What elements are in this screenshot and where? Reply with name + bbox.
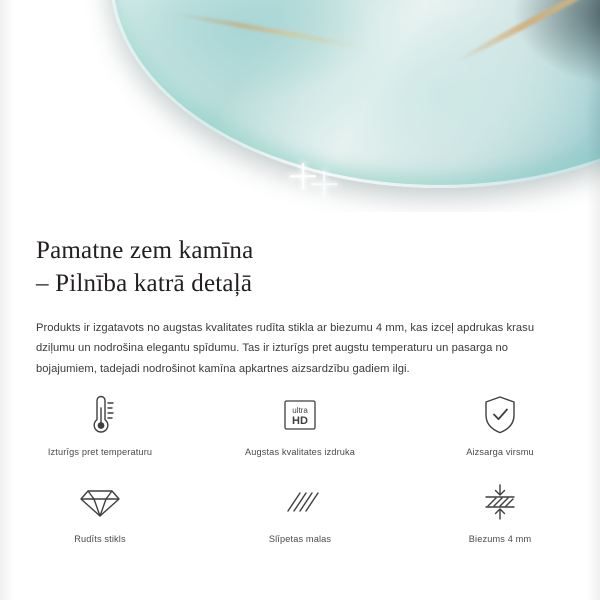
headline-line-1: Pamatne zem kamīna (36, 237, 254, 264)
headline-line-2: – Pilnība katrā detaļā (36, 270, 253, 297)
feature-label: Rudīts stikls (74, 534, 126, 544)
thickness-arrows-icon (478, 479, 522, 525)
round-marble-glass-panel (110, 0, 600, 188)
page-edge-right (586, 0, 600, 600)
thermometer-icon (81, 392, 119, 438)
feature-item-tempered-glass (0, 479, 200, 544)
feature-row (0, 392, 600, 457)
feature-grid (0, 392, 600, 544)
feature-item-thickness (400, 479, 600, 544)
description-paragraph: Produkts ir izgatavots no augstas kvalitates rudīta stikla ar biezumu 4 mm, kas izceļ apdrukas krasu dziļumu un nodrošina elegantu spīdumu. Tas ir izturīgs pret augstu temperaturu un pasarga no bojajumiem, tadejadi nodrošinot kamīna apkartnes aizsardzību gadiem ilgi. (36, 322, 535, 375)
feature-item-temperature (0, 392, 200, 457)
feature-label: Slīpetas malas (268, 534, 332, 544)
feature-item-print-quality (200, 392, 400, 457)
page-title (36, 234, 556, 300)
diamond-icon (79, 479, 121, 525)
hero-image (0, 0, 600, 212)
feature-row (0, 479, 600, 544)
svg-text:ultra: ultra (292, 406, 308, 415)
feature-label: Augstas kvalitates izdruka (244, 447, 356, 457)
feature-label: Biezums 4 mm (468, 534, 532, 544)
feature-label: Aizsarga virsmu (466, 447, 534, 457)
hero-image-inner (0, 0, 600, 212)
sparkle-icon (316, 176, 332, 192)
polished-edges-icon (280, 479, 320, 525)
feature-label: Izturīgs pret temperaturu (47, 447, 153, 457)
feature-item-surface-protection (400, 392, 600, 457)
ultra-hd-icon (280, 392, 320, 438)
text-content (0, 212, 600, 379)
shield-check-icon (481, 392, 519, 438)
svg-text:HD: HD (292, 415, 308, 427)
page-edge-left (0, 0, 14, 600)
feature-item-polished-edges (200, 479, 400, 544)
